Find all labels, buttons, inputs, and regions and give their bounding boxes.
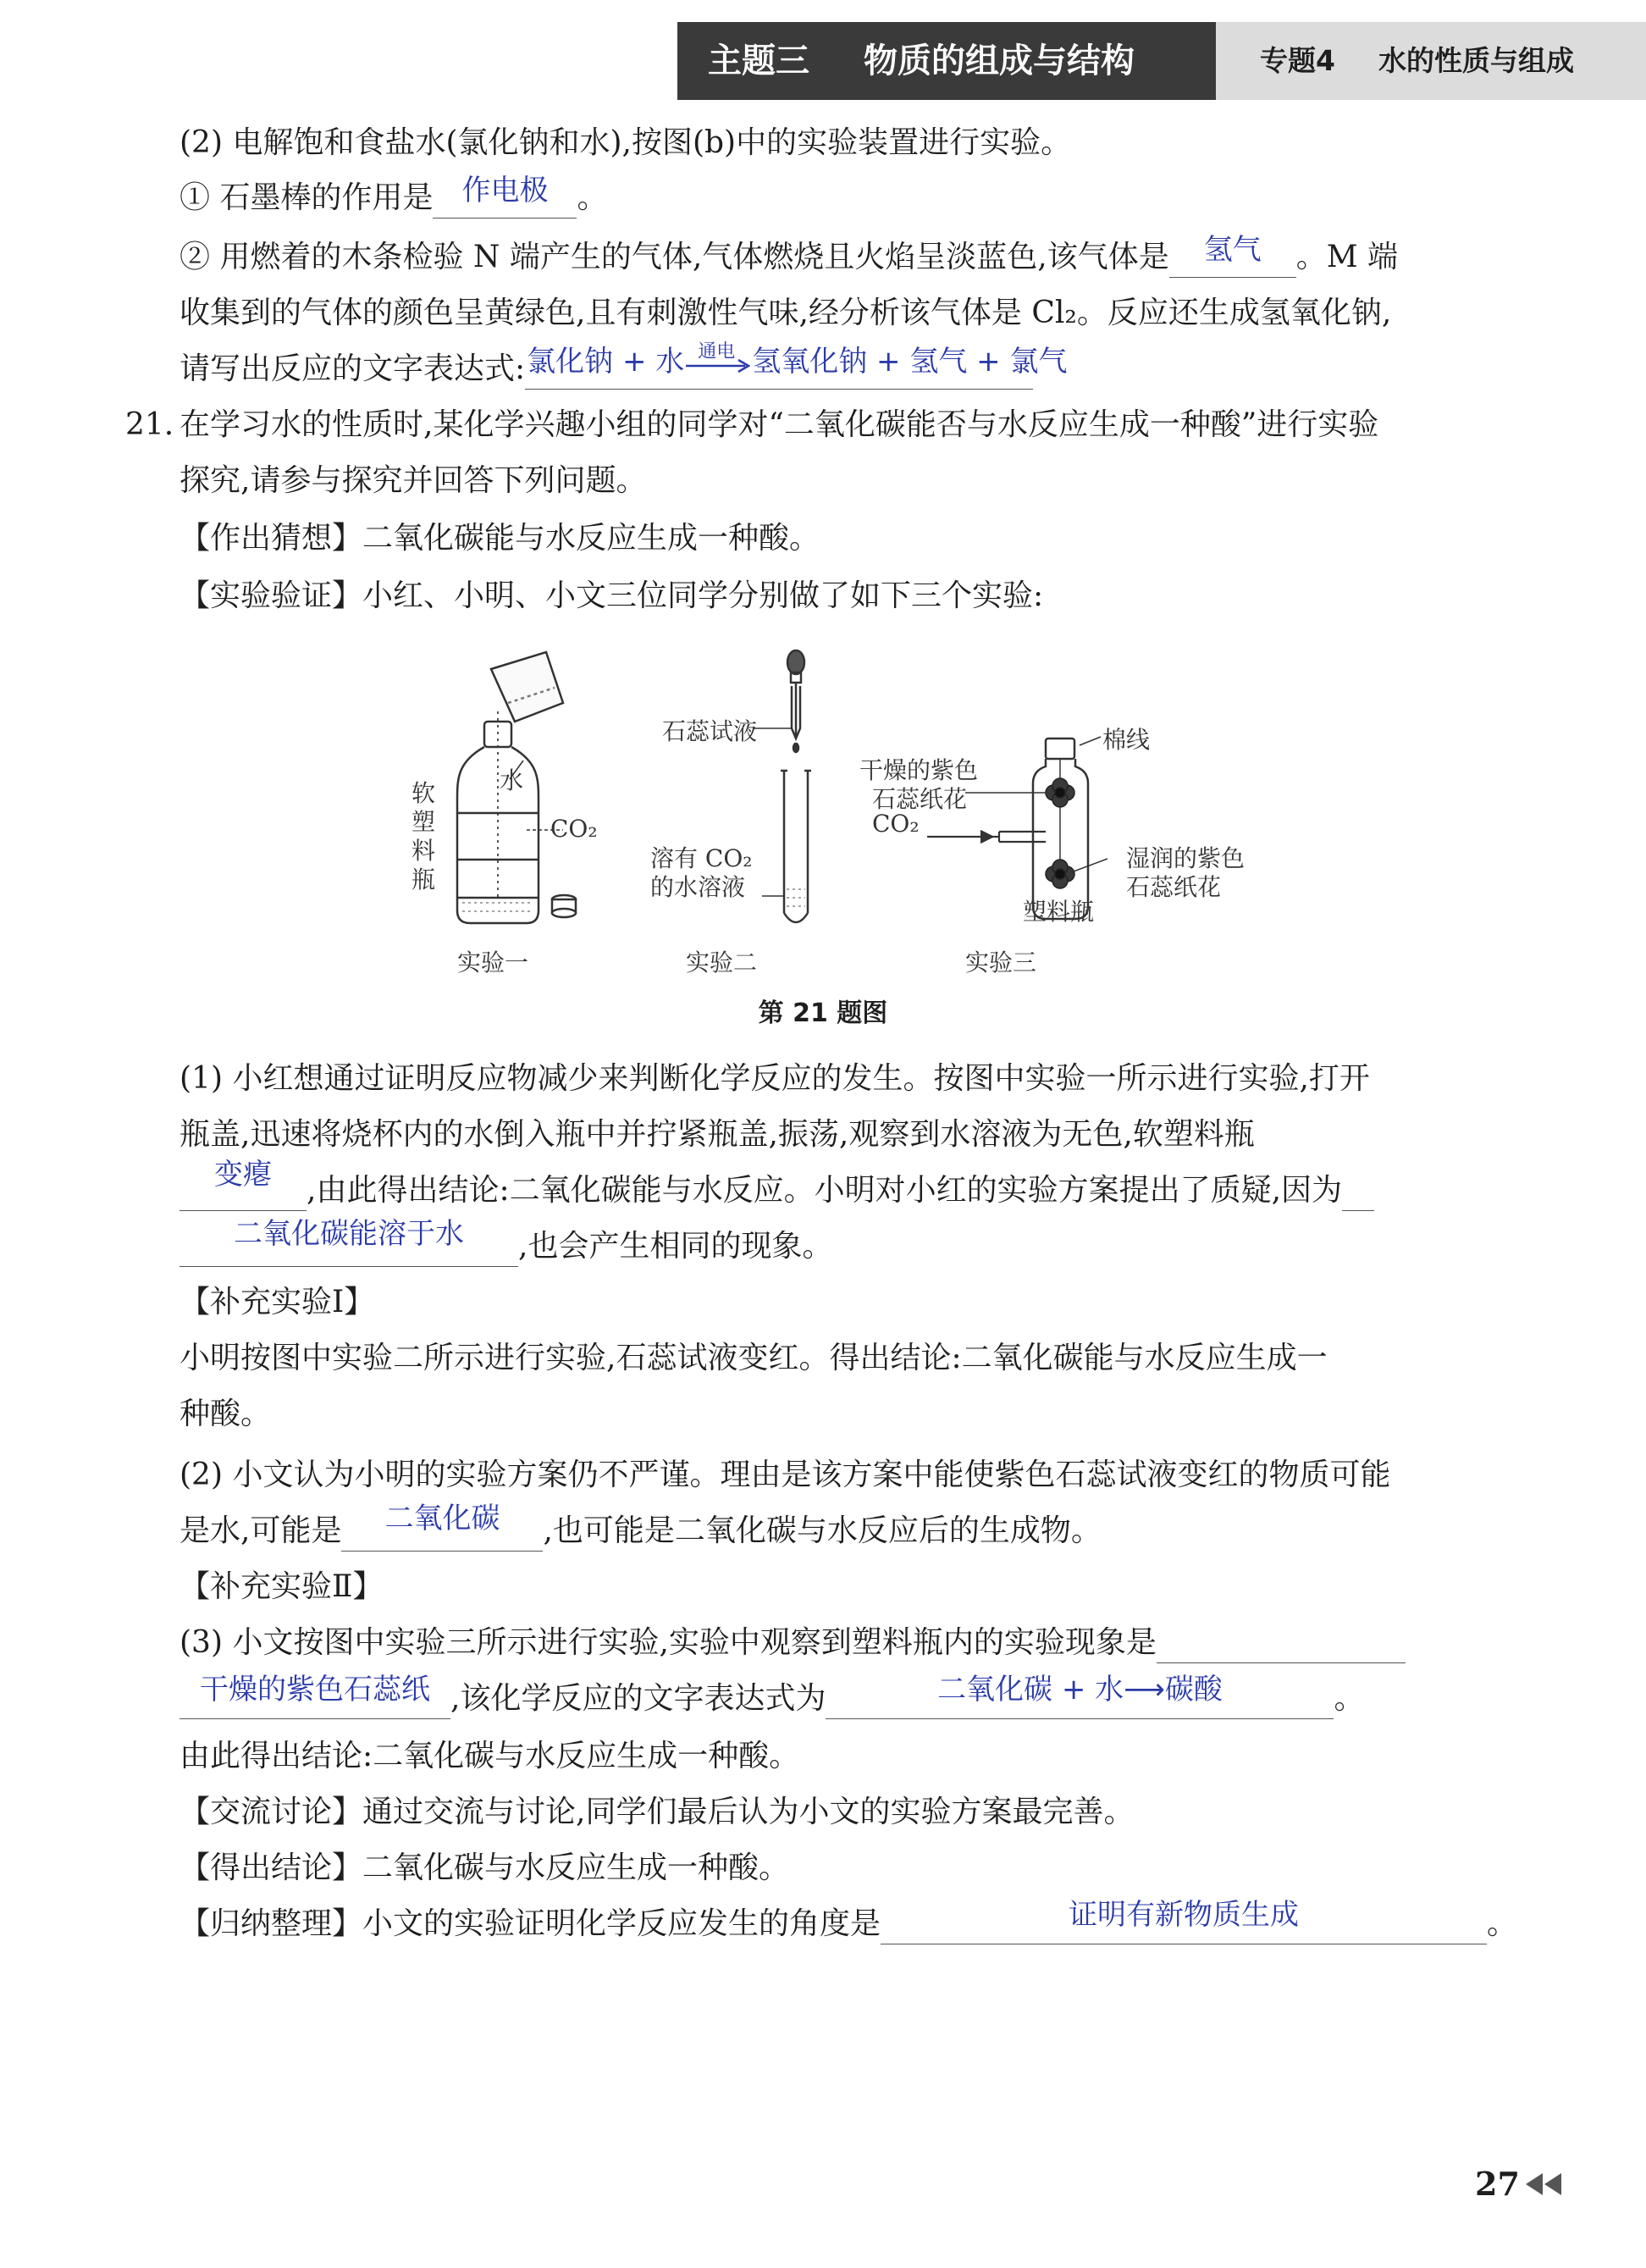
exp2-solution-label-1: 溶有 CO₂ xyxy=(650,844,753,872)
q20-eq-right: 氢氧化钠 + 氢气 + 氯气 xyxy=(752,345,1068,379)
q21-discussion: 【交流讨论】通过交流与讨论,同学们最后认为小文的实验方案最完善。 xyxy=(180,1795,1135,1829)
q21-p3-line1 xyxy=(180,1623,1406,1663)
q21-p1-blank2-start[interactable] xyxy=(1342,1173,1374,1211)
experiment-figure xyxy=(373,644,1287,999)
q21-p1-line3-mid: ,由此得出结论:二氧化碳能与水反应。小明对小红的实验方案提出了质疑,因为 xyxy=(307,1173,1343,1208)
exp3-dry-flower xyxy=(1046,778,1074,807)
q21-p2-blank[interactable] xyxy=(341,1502,543,1552)
q21-summary-prefix: 【归纳整理】小文的实验证明化学反应发生的角度是 xyxy=(180,1906,881,1941)
q21-p3-line1-text: (3) 小文按图中实验三所示进行实验,实验中观察到塑料瓶内的实验现象是 xyxy=(180,1625,1157,1660)
q21-summary-blank[interactable] xyxy=(881,1898,1487,1944)
q21-p1-line4 xyxy=(180,1217,833,1267)
q21-supp1-line2: 种酸。 xyxy=(180,1397,272,1431)
q20-sub2-prefix: ② 用燃着的木条检验 N 端产生的气体,气体燃烧且火焰呈淡蓝色,该气体是 xyxy=(180,240,1169,274)
q21-p3-mid: ,该化学反应的文字表达式为 xyxy=(450,1681,826,1716)
q21-p1-line3 xyxy=(180,1158,1374,1211)
exp3-caption: 实验三 xyxy=(965,949,1037,976)
q21-p2-line1: (2) 小文认为小明的实验方案仍不严谨。理由是该方案中能使紫色石蕊试液变红的物质可能 xyxy=(180,1458,1391,1492)
q21-p2-prefix: 是水,可能是 xyxy=(180,1513,342,1548)
q20-sub2-line2: 收集到的气体的颜色呈黄绿色,且有刺激性气味,经分析该气体是 Cl₂。反应还生成氢氧化钠, xyxy=(180,296,1392,330)
q21-p3-answer1: 干燥的紫色石蕊纸 xyxy=(200,1673,430,1707)
exp1-bottle xyxy=(457,722,539,923)
q20-sub2-blank[interactable] xyxy=(1169,233,1296,278)
exp1-cap xyxy=(552,895,576,917)
q21-stem-line1: 在学习水的性质时,某化学兴趣小组的同学对“二氧化碳能否与水反应生成一种酸”进行实验 xyxy=(180,407,1379,442)
q21-conclusion: 【得出结论】二氧化碳与水反应生成一种酸。 xyxy=(180,1850,790,1885)
q21-p1-answer1: 变瘪 xyxy=(214,1158,272,1192)
q21-supp2-title: 【补充实验Ⅱ】 xyxy=(180,1569,384,1604)
exp1-beaker xyxy=(491,652,563,722)
exp2-caption: 实验二 xyxy=(686,949,758,976)
q21-p1-line4-suffix: ,也会产生相同的现象。 xyxy=(518,1229,833,1264)
q21-p1-blank2[interactable] xyxy=(180,1217,518,1267)
q21-p3-blank1[interactable] xyxy=(180,1673,450,1719)
exp2-solution-label-2: 的水溶液 xyxy=(650,873,746,901)
q21-p3-blank1-start[interactable] xyxy=(1157,1625,1406,1663)
q21-supp1-line1: 小明按图中实验二所示进行实验,石蕊试液变红。得出结论:二氧化碳能与水反应生成一 xyxy=(180,1341,1328,1375)
exp3-bottle-label: 塑料瓶 xyxy=(1023,898,1095,926)
q21-p3-blank2[interactable] xyxy=(826,1673,1334,1719)
exp1-bottle-water xyxy=(462,903,533,911)
exp2-dropper xyxy=(787,650,804,752)
exp2-litmus-label: 石蕊试液 xyxy=(662,717,758,745)
topic-title: 水的性质与组成 xyxy=(1378,44,1574,77)
theme-title: 物质的组成与结构 xyxy=(864,41,1135,80)
exp3-thread-label: 棉线 xyxy=(1102,726,1151,754)
q21-supp1-title: 【补充实验Ⅰ】 xyxy=(180,1285,375,1319)
exp3-co2-tube xyxy=(927,831,1046,843)
q20-sub1-blank[interactable] xyxy=(433,174,577,219)
q21-p3-suffix: 。 xyxy=(1334,1681,1365,1716)
q21-number: 21. xyxy=(125,407,174,442)
q20-eq-arrow xyxy=(684,340,752,378)
exp3-wet-label-2: 石蕊纸花 xyxy=(1126,873,1222,901)
q20-equation-blank[interactable] xyxy=(525,340,1068,390)
q20-sub2-line3 xyxy=(180,340,1068,390)
topic-label: 专题4 xyxy=(1260,44,1335,77)
q20-sub1-suffix: 。 xyxy=(577,180,608,215)
q20-sub1 xyxy=(180,174,608,219)
q21-p3-answer2: 二氧化碳 + 水⟶碳酸 xyxy=(937,1673,1223,1707)
q20-sub2 xyxy=(180,233,1399,278)
q20-eq-condition: 通电 xyxy=(698,340,736,362)
header-bar xyxy=(0,0,1646,100)
exp1-caption: 实验一 xyxy=(457,949,529,976)
theme-label: 主题三 xyxy=(708,41,809,80)
q20-equation xyxy=(527,340,1068,382)
page-number: 27 xyxy=(1475,2165,1520,2203)
q21-summary xyxy=(180,1898,1518,1944)
q21-verification: 【实验验证】小红、小明、小文三位同学分别做了如下三个实验: xyxy=(180,578,1044,613)
exp3-wet-label-1: 湿润的紫色 xyxy=(1126,844,1246,872)
q20-sub1-answer: 作电极 xyxy=(461,174,549,207)
q20-sub2-suffix: 。M 端 xyxy=(1295,240,1399,274)
q20-sub2-answer: 氢气 xyxy=(1203,233,1262,267)
exp3-dry-label-1: 干燥的紫色 xyxy=(859,756,979,784)
exp2-solution xyxy=(787,889,805,906)
q21-p1-blank1[interactable] xyxy=(180,1158,307,1211)
q20-sub1-prefix: ① 石墨棒的作用是 xyxy=(180,180,434,215)
exp1-water-label: 水 xyxy=(500,766,524,794)
exp1-co2-label: CO₂ xyxy=(550,815,598,843)
q21-p2-line2 xyxy=(180,1502,1102,1552)
exp3-co2-label: CO₂ xyxy=(872,810,920,838)
topic-banner xyxy=(1216,22,1646,100)
q21-stem-line2: 探究,请参与探究并回答下列问题。 xyxy=(180,463,647,498)
arrow-icon xyxy=(684,349,752,378)
q21-p3-line2 xyxy=(180,1673,1365,1719)
q21-p1-answer2: 二氧化碳能溶于水 xyxy=(234,1217,464,1251)
exp1-bottle-label: 软 塑 料 瓶 xyxy=(412,779,436,893)
q21-summary-suffix: 。 xyxy=(1487,1906,1518,1941)
exp2-test-tube xyxy=(781,771,811,922)
q20-eq-left: 氯化钠 + 水 xyxy=(527,345,685,379)
q21-p2-suffix: ,也可能是二氧化碳与水反应后的生成物。 xyxy=(543,1513,1102,1548)
q20-part2-intro: (2) 电解饱和食盐水(氯化钠和水),按图(b)中的实验装置进行实验。 xyxy=(180,125,1072,160)
exp3-dry-label-2: 石蕊纸花 xyxy=(872,785,968,813)
q21-p1-line2: 瓶盖,迅速将烧杯内的水倒入瓶中并拧紧瓶盖,振荡,观察到水溶液为无色,软塑料瓶 xyxy=(180,1117,1255,1152)
theme-banner xyxy=(677,22,1216,100)
q21-summary-answer: 证明有新物质生成 xyxy=(1069,1898,1300,1932)
q21-hypothesis: 【作出猜想】二氧化碳能与水反应生成一种酸。 xyxy=(180,521,820,556)
figure-caption: 第 21 题图 xyxy=(758,998,888,1028)
q20-sub2-line3-prefix: 请写出反应的文字表达式: xyxy=(180,351,526,386)
q21-p2-answer: 二氧化碳 xyxy=(384,1502,500,1535)
exp3-wet-flower xyxy=(1046,860,1074,888)
double-arrow-left-icon xyxy=(1524,2171,1565,2197)
q21-p1-line1: (1) 小红想通过证明反应物减少来判断化学反应的发生。按图中实验一所示进行实验,打开 xyxy=(180,1061,1370,1096)
q21-p3-conclusion: 由此得出结论:二氧化碳与水反应生成一种酸。 xyxy=(180,1739,800,1773)
